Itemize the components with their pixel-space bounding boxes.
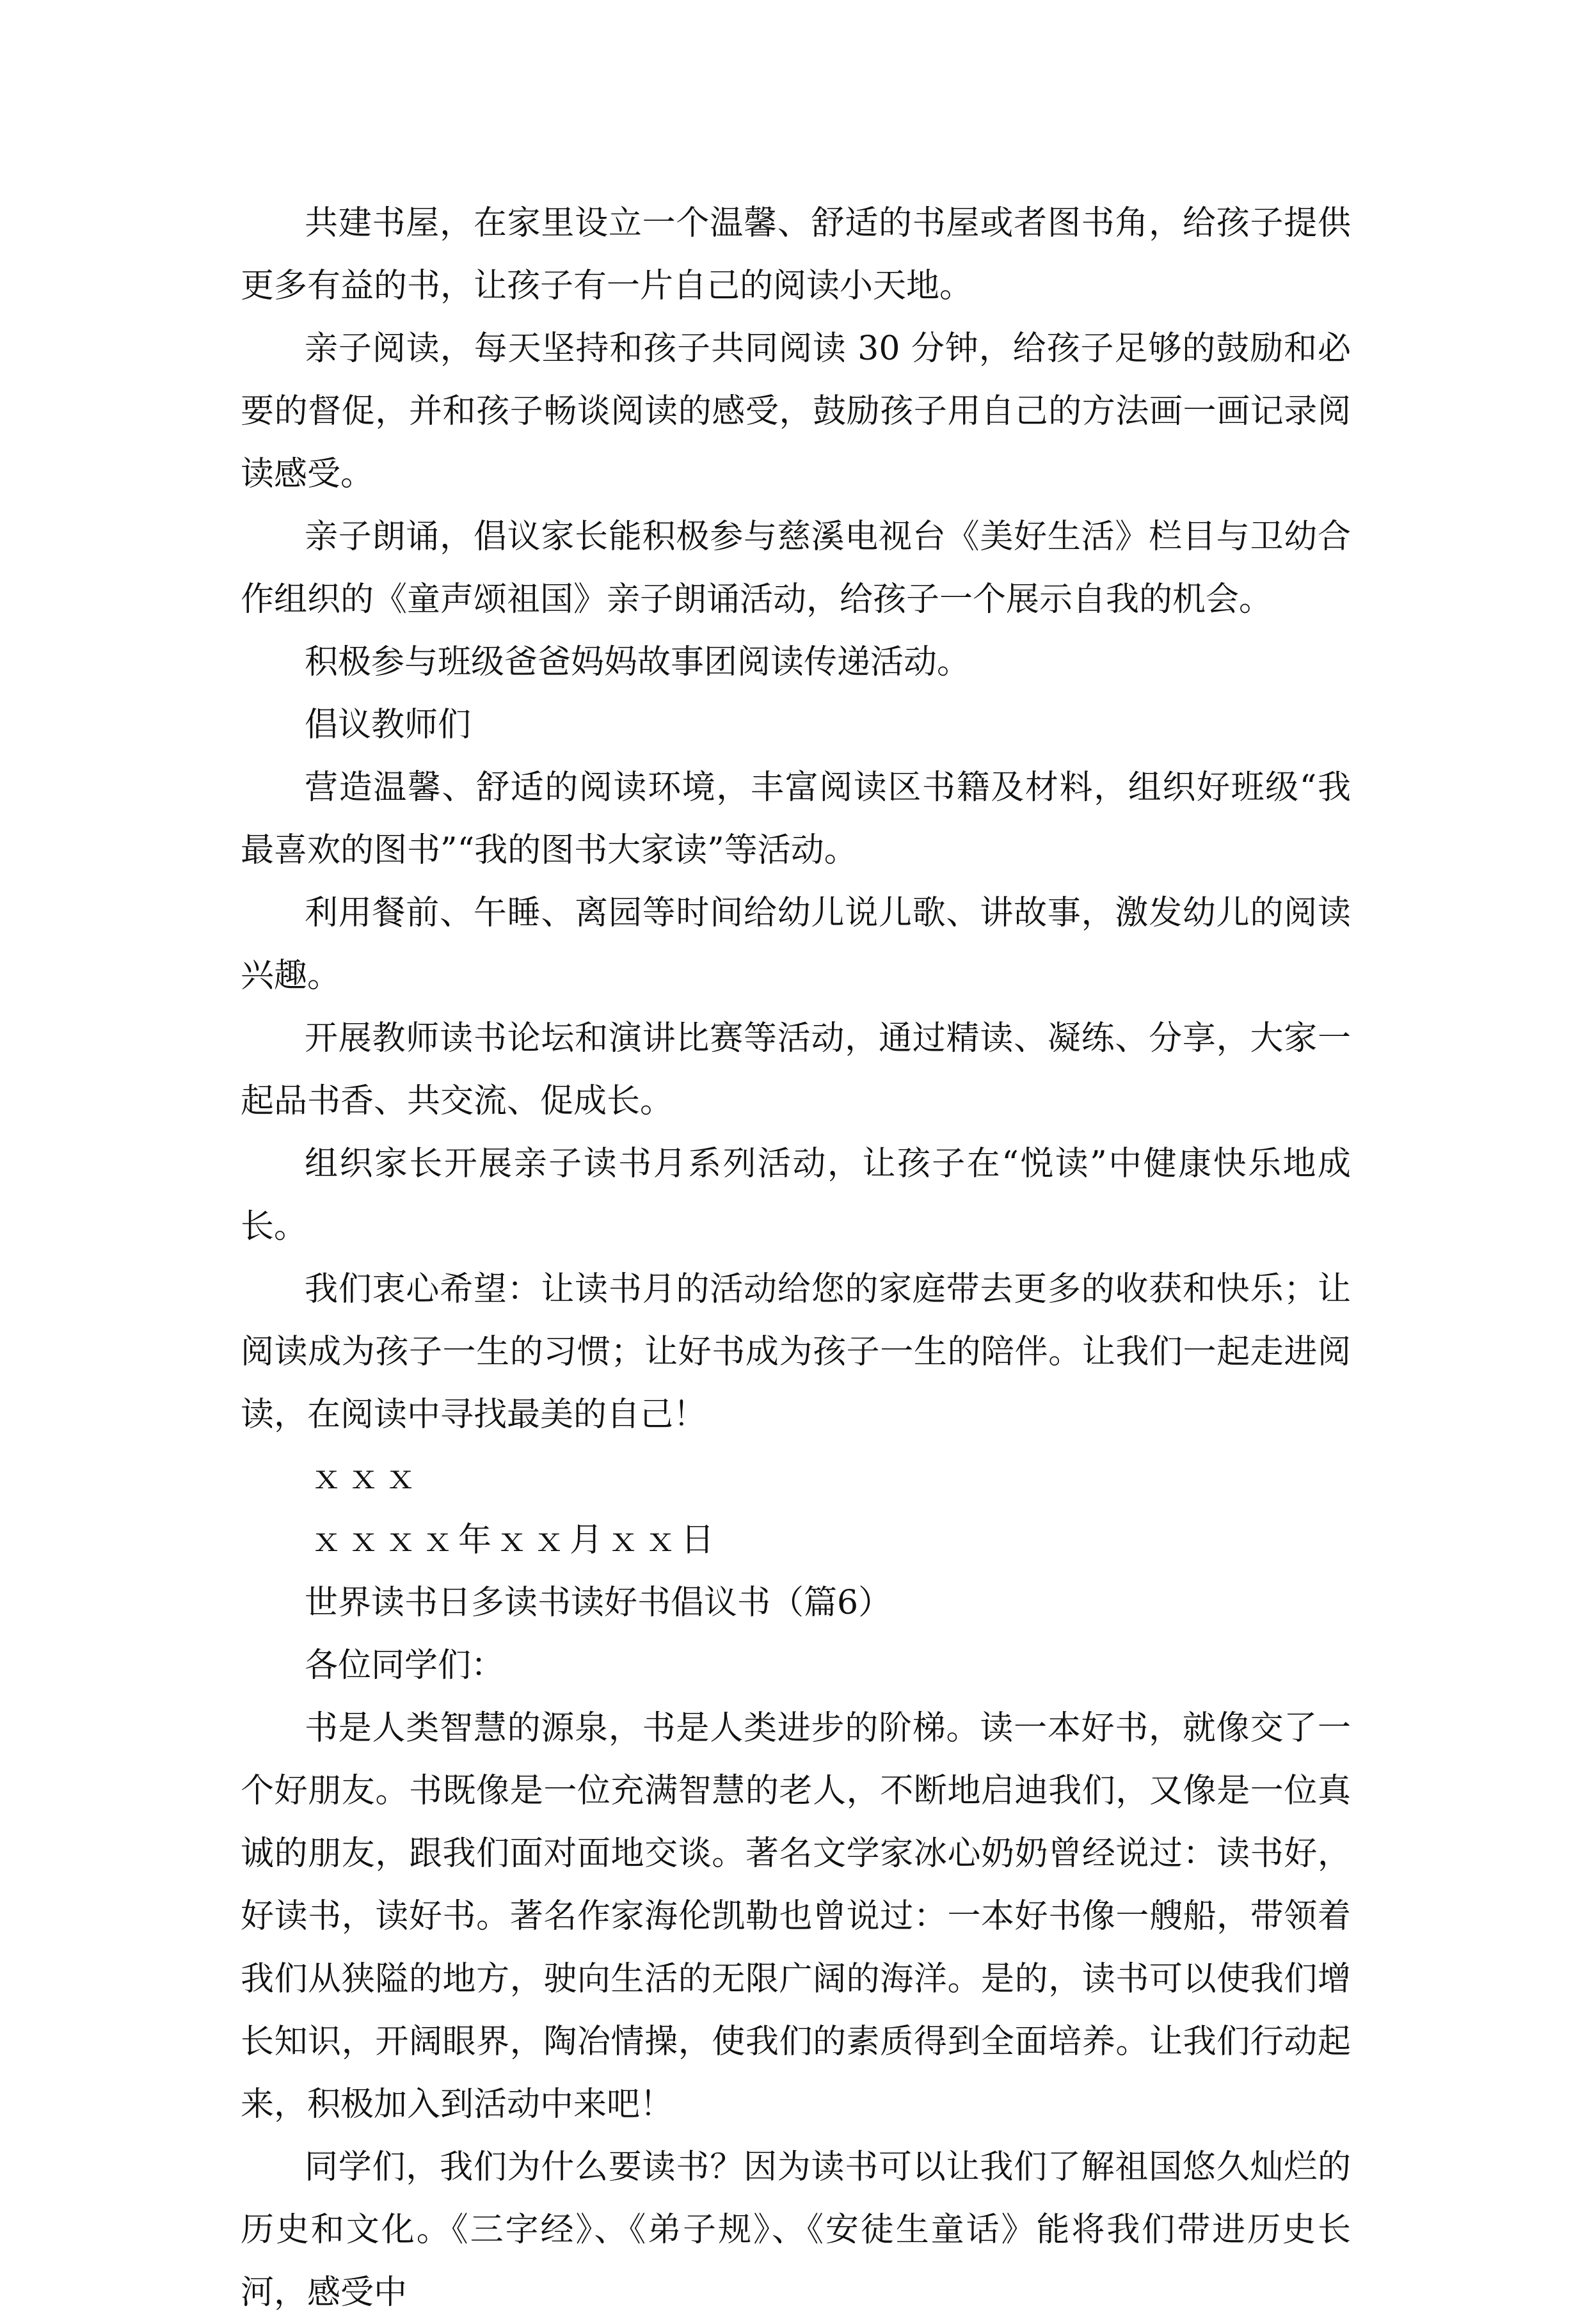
paragraph-parent-child-reading: 亲子阅读，每天坚持和孩子共同阅读 30 分钟，给孩子足够的鼓励和必要的督促，并和孩子畅谈阅读的感受，鼓励孩子用自己的方法画一画记录阅读感受。 — [241, 330, 1351, 493]
greeting: 各位同学们： — [305, 1646, 505, 1685]
paragraph-home-library: 共建书屋，在家里设立一个温馨、舒适的书屋或者图书角，给孩子提供更多有益的书，让孩子有一片自己的阅读小天地。 — [241, 204, 1351, 305]
signature-date: ｘｘｘｘ年ｘｘ月ｘｘ日 — [310, 1521, 719, 1559]
signature-name: ｘｘｘ — [310, 1458, 422, 1497]
paragraph-reading-month: 组织家长开展亲子读书月系列活动，让孩子在“悦读”中健康快乐地成长。 — [241, 1145, 1351, 1246]
paragraph-closing-wish: 我们衷心希望：让读书月的活动给您的家庭带去更多的收获和快乐；让阅读成为孩子一生的习惯；让好书成为孩子一生的陪伴。让我们一起走进阅读，在阅读中寻找最美的自己！ — [241, 1270, 1351, 1434]
section-title: 世界读书日多读书读好书倡议书（篇6） — [305, 1584, 892, 1622]
paragraph-reading-environment: 营造温馨、舒适的阅读环境，丰富阅读区书籍及材料，组织好班级“我最喜欢的图书”“我的图书大家读”等活动。 — [241, 768, 1351, 870]
paragraph-books-wisdom: 书是人类智慧的源泉，书是人类进步的阶梯。读一本好书，就像交了一个好朋友。书既像是一位充满智慧的老人，不断地启迪我们，又像是一位真诚的朋友，跟我们面对面地交谈。著名文学家冰心奶奶曾经说过：读书好，好读书，读好书。著名作家海伦凯勒也曾说过：一本好书像一艘船，带领着我们从狭隘的地方，驶向生活的无限广阔的海洋。是的，读书可以使我们增长知识，开阔眼界，陶冶情操，使我们的素质得到全面培养。让我们行动起来，积极加入到活动中来吧！ — [241, 1709, 1351, 2124]
paragraph-daily-time: 利用餐前、午睡、离园等时间给幼儿说儿歌、讲故事，激发幼儿的阅读兴趣。 — [241, 894, 1351, 995]
document-page — [241, 192, 1351, 2324]
heading-teachers: 倡议教师们 — [305, 706, 472, 744]
paragraph-parent-child-recital: 亲子朗诵，倡议家长能积极参与慈溪电视台《美好生活》栏目与卫幼合作组织的《童声颂祖国》亲子朗诵活动，给孩子一个展示自我的机会。 — [241, 518, 1351, 619]
paragraph-why-read: 同学们，我们为什么要读书？因为读书可以让我们了解祖国悠久灿烂的历史和文化。《三字经》、《弟子规》、《安徒生童话》能将我们带进历史长河，感受中 — [241, 2148, 1351, 2312]
paragraph-teacher-forum: 开展教师读书论坛和演讲比赛等活动，通过精读、凝练、分享，大家一起品书香、共交流、促成长。 — [241, 1019, 1351, 1120]
paragraph-story-group: 积极参与班级爸爸妈妈故事团阅读传递活动。 — [305, 643, 971, 681]
